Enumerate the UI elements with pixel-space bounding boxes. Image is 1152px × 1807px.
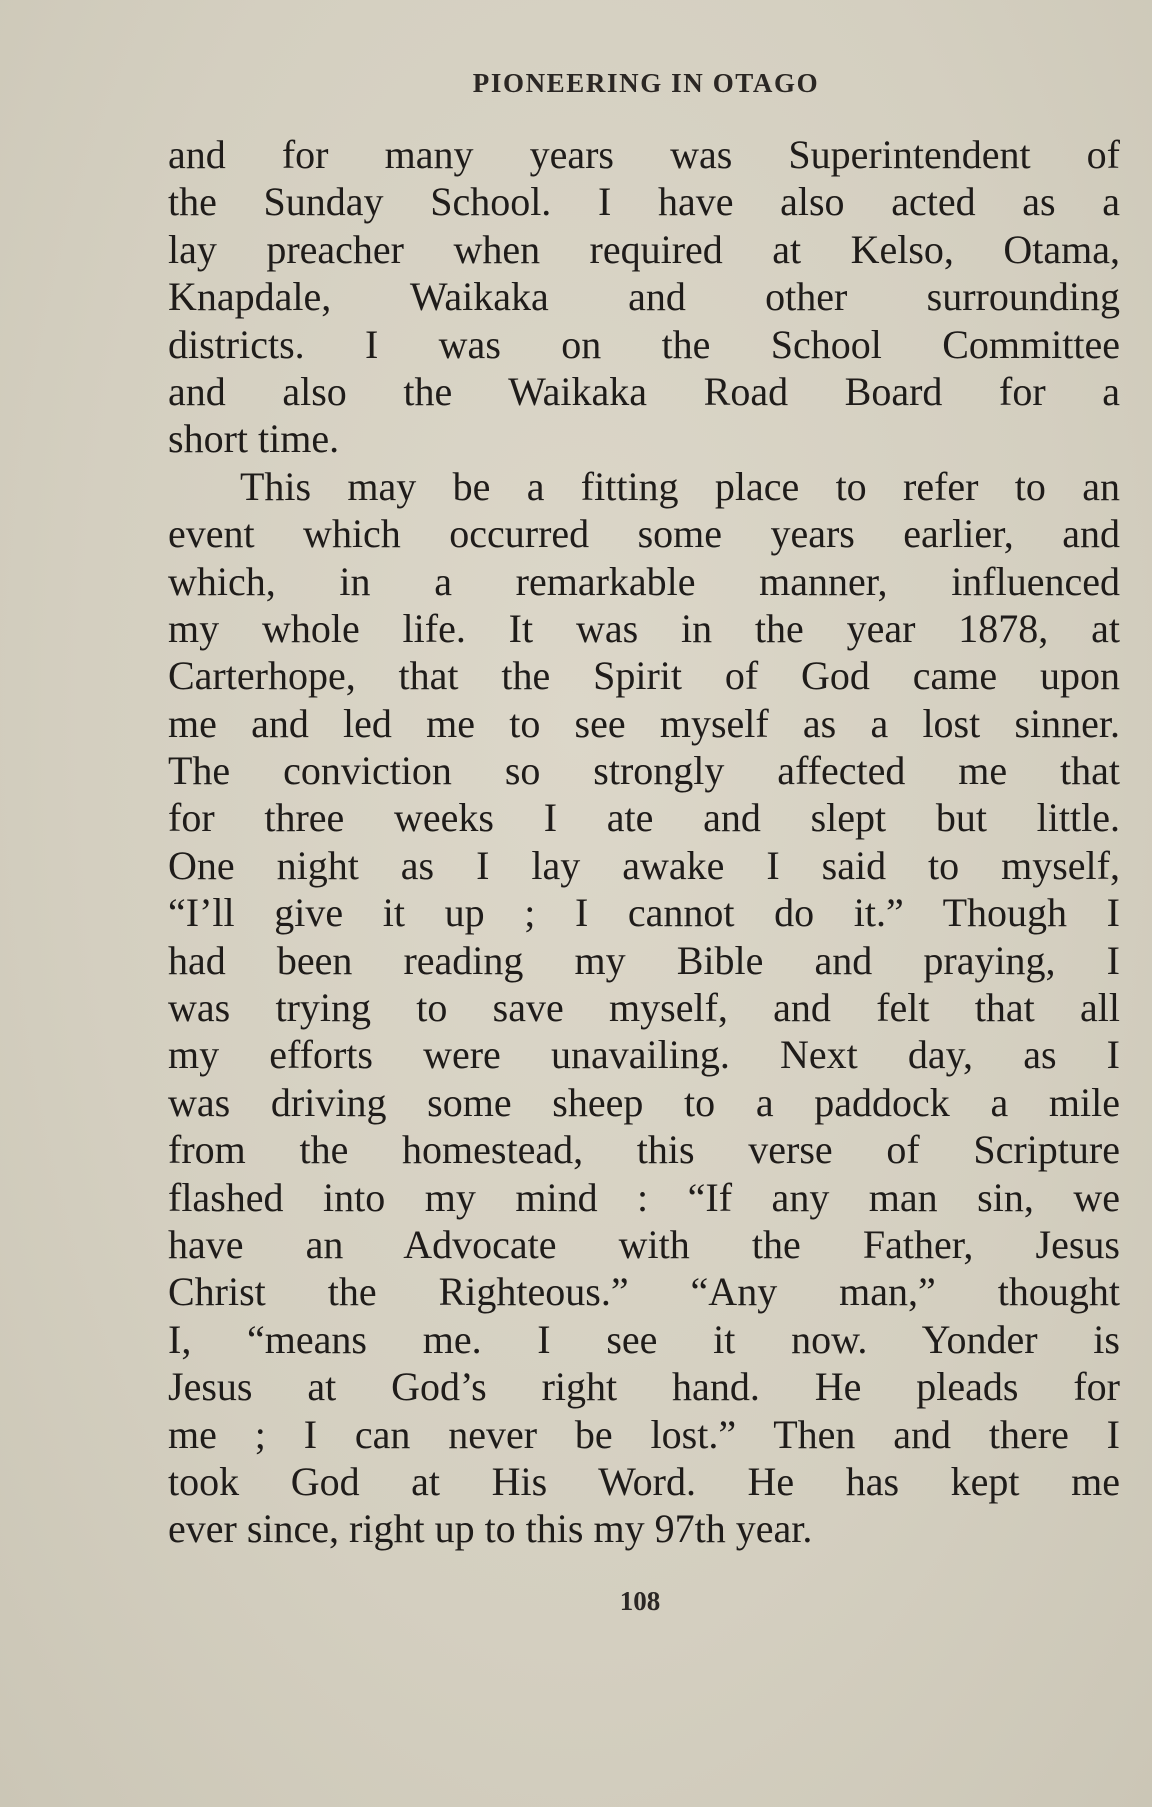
text-line: districts. I was on the School Committee xyxy=(168,321,1120,367)
text-line: was trying to save myself, and felt that all xyxy=(168,985,1120,1031)
paragraph-1 xyxy=(168,131,1120,463)
text-line: was driving some sheep to a paddock a mile xyxy=(168,1079,1120,1125)
paragraph-2 xyxy=(168,463,1120,1553)
text-line: One night as I lay awake I said to myself, xyxy=(168,842,1120,888)
text-line: my whole life. It was in the year 1878, at xyxy=(168,605,1120,651)
text-line: Christ the Righteous.” “Any man,” thought xyxy=(168,1269,1120,1315)
text-line: Carterhope, that the Spirit of God came upon xyxy=(168,653,1120,699)
text-line: Knapdale, Waikaka and other surrounding xyxy=(168,274,1120,320)
text-line: event which occurred some years earlier, and xyxy=(168,511,1120,557)
text-line: for three weeks I ate and slept but little. xyxy=(168,795,1120,841)
text-line: and also the Waikaka Road Board for a xyxy=(168,368,1120,414)
running-head: PIONEERING IN OTAGO xyxy=(472,68,820,98)
text-line: ever since, right up to this my 97th year. xyxy=(168,1506,813,1552)
text-line: me and led me to see myself as a lost sinner. xyxy=(168,700,1120,746)
text-line: This may be a fitting place to refer to an xyxy=(240,463,1120,509)
text-line: my efforts were unavailing. Next day, as I xyxy=(168,1032,1120,1078)
text-line: lay preacher when required at Kelso, Otama, xyxy=(168,226,1120,272)
text-line: I, “means me. I see it now. Yonder is xyxy=(168,1316,1120,1362)
body-text xyxy=(168,131,1120,1553)
text-line: Jesus at God’s right hand. He pleads for xyxy=(168,1364,1120,1410)
text-line: have an Advocate with the Father, Jesus xyxy=(168,1221,1120,1267)
page-number: 108 xyxy=(619,1586,661,1616)
text-line: had been reading my Bible and praying, I xyxy=(168,937,1120,983)
text-line: the Sunday School. I have also acted as a xyxy=(168,179,1120,225)
text-line: and for many years was Superintendent of xyxy=(168,132,1120,177)
text-line: flashed into my mind : “If any man sin, we xyxy=(168,1174,1120,1220)
text-line: from the homestead, this verse of Scripture xyxy=(168,1127,1120,1173)
text-line: took God at His Word. He has kept me xyxy=(168,1458,1120,1504)
text-line: The conviction so strongly affected me that xyxy=(168,748,1120,794)
text-line: which, in a remarkable manner, influenced xyxy=(168,558,1120,604)
text-line: “I’ll give it up ; I cannot do it.” Though I xyxy=(168,890,1120,936)
text-line: short time. xyxy=(168,416,340,462)
text-line: me ; I can never be lost.” Then and there I xyxy=(168,1411,1120,1457)
